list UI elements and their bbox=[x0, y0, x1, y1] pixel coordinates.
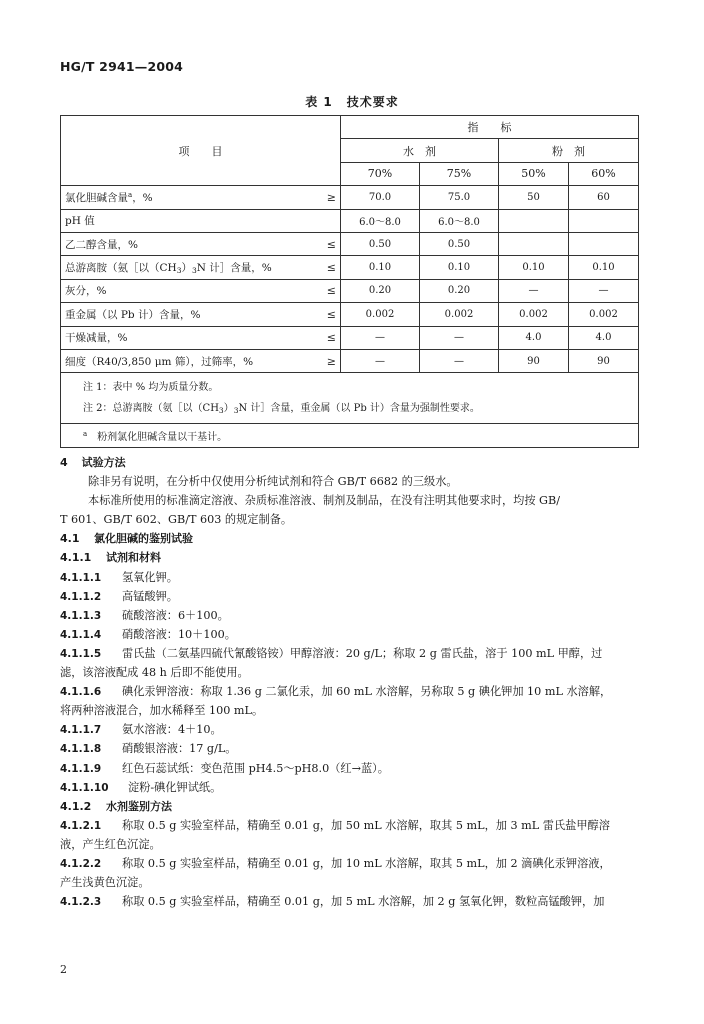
table-notes bbox=[61, 373, 639, 424]
reagent-4-1-1-5-number: 4.1.1.5 bbox=[60, 647, 102, 660]
row-fineness-label-part-0: 细度（R40/3,850 μm 筛），过筛率，% bbox=[65, 355, 254, 368]
header-col-50: 50% bbox=[499, 162, 569, 185]
row-ethylene-glycol-symbol: ≤ bbox=[307, 232, 341, 255]
reagent-4-1-1-10-number: 4.1.1.10 bbox=[60, 781, 109, 794]
row-drying-loss-value-0: — bbox=[341, 326, 420, 349]
header-water-agent: 水 剂 bbox=[341, 139, 499, 162]
row-ash-value-2: — bbox=[499, 279, 569, 302]
row-heavy-metal-value-1: 0.002 bbox=[420, 303, 499, 326]
row-drying-loss-value-3: 4.0 bbox=[569, 326, 639, 349]
reagent-4-1-1-1-text: 氢氧化钾。 bbox=[122, 570, 178, 584]
table-caption-number: 表 1 bbox=[305, 95, 333, 109]
reagent-4-1-1-10-line-0 bbox=[60, 778, 650, 797]
row-ethylene-glycol-value-3 bbox=[569, 232, 639, 255]
table-note-2 bbox=[83, 398, 630, 421]
table-note-2-part-0: 注 2：总游离胺（氨［以（CH bbox=[83, 403, 219, 415]
table-footnote bbox=[61, 424, 639, 447]
reagent-4-1-1-1-number: 4.1.1.1 bbox=[60, 571, 102, 584]
row-ph-value-1: 6.0～8.0 bbox=[420, 209, 499, 232]
row-fineness-value-0: — bbox=[341, 349, 420, 372]
method-4-1-2-3-line-0 bbox=[60, 892, 650, 911]
reagent-4-1-1-8-line-0 bbox=[60, 739, 650, 758]
row-free-amine-symbol: ≤ bbox=[307, 256, 341, 279]
reagent-4-1-1-3-number: 4.1.1.3 bbox=[60, 609, 102, 622]
row-fineness-value-3: 90 bbox=[569, 349, 639, 372]
row-drying-loss-value-1: — bbox=[420, 326, 499, 349]
row-fineness-label bbox=[61, 349, 307, 372]
section-4-1-number: 4.1 bbox=[60, 532, 80, 546]
row-choline-content-label-part-2: ，% bbox=[132, 191, 153, 204]
method-4-1-2-1-number: 4.1.2.1 bbox=[60, 819, 102, 832]
table-note-1: 注 1：表中 % 均为质量分数。 bbox=[83, 382, 219, 394]
reagent-4-1-1-4-number: 4.1.1.4 bbox=[60, 628, 102, 641]
row-choline-content-value-0: 70.0 bbox=[341, 186, 420, 209]
footnote-text: 粉剂氯化胆碱含量以干基计。 bbox=[97, 431, 228, 443]
row-ph-label-part-0: pH 值 bbox=[65, 215, 95, 228]
section-4-1-2-number: 4.1.2 bbox=[60, 799, 92, 813]
row-ethylene-glycol-value-2 bbox=[499, 232, 569, 255]
row-free-amine-label-part-0: 总游离胺（氨［以（CH bbox=[65, 262, 177, 275]
reagent-4-1-1-2-line-0 bbox=[60, 587, 650, 606]
reagent-4-1-1-8-number: 4.1.1.8 bbox=[60, 743, 102, 756]
row-ethylene-glycol-label-part-0: 乙二醇含量，% bbox=[65, 238, 138, 251]
reagent-4-1-1-6-text: 碘化汞钾溶液：称取 1.36 g 二氯化汞，加 60 mL 水溶解，另称取 5 g 碘化钾加 10 mL 水溶解， bbox=[122, 685, 612, 699]
row-ethylene-glycol-label bbox=[61, 232, 307, 255]
table-caption bbox=[0, 93, 704, 110]
section-4-1-1-number: 4.1.1 bbox=[60, 551, 92, 565]
row-free-amine-label-part-1: 3 bbox=[176, 266, 182, 276]
row-ash-label bbox=[61, 279, 307, 302]
table-header-row-1 bbox=[61, 116, 639, 139]
row-ash-symbol: ≤ bbox=[307, 279, 341, 302]
reagent-4-1-1-3-line-0 bbox=[60, 606, 650, 625]
row-free-amine-value-1: 0.10 bbox=[420, 256, 499, 279]
row-free-amine-value-0: 0.10 bbox=[341, 256, 420, 279]
intro-paragraph-1: 除非另有说明，在分析中仅使用分析纯试剂和符合 GB/T 6682 的三级水。 bbox=[88, 475, 458, 489]
footnote-spacer bbox=[87, 432, 97, 443]
row-choline-content bbox=[61, 186, 639, 209]
header-index: 指 标 bbox=[341, 116, 639, 139]
table-note-2-part-3: 3 bbox=[233, 406, 239, 416]
row-ash-value-1: 0.20 bbox=[420, 279, 499, 302]
method-4-1-2-1-line-0 bbox=[60, 816, 650, 835]
row-choline-content-value-3: 60 bbox=[569, 186, 639, 209]
row-drying-loss-label bbox=[61, 326, 307, 349]
footnote-mark: a bbox=[83, 429, 88, 438]
row-ash-value-3: — bbox=[569, 279, 639, 302]
table-footnote-row bbox=[61, 424, 639, 447]
row-fineness-value-1: — bbox=[420, 349, 499, 372]
row-free-amine bbox=[61, 256, 639, 279]
method-4-1-2-1-line-1: 液，产生红色沉淀。 bbox=[60, 837, 161, 851]
method-4-1-2-2-line-1: 产生浅黄色沉淀。 bbox=[60, 876, 150, 890]
row-ash-value-0: 0.20 bbox=[341, 279, 420, 302]
row-ph-value-2 bbox=[499, 209, 569, 232]
reagent-4-1-1-6-number: 4.1.1.6 bbox=[60, 686, 102, 699]
row-choline-content-value-2: 50 bbox=[499, 186, 569, 209]
reagent-4-1-1-5-line-0 bbox=[60, 644, 650, 663]
row-choline-content-symbol: ≥ bbox=[307, 186, 341, 209]
row-drying-loss-value-2: 4.0 bbox=[499, 326, 569, 349]
reagent-4-1-1-9-line-0 bbox=[60, 759, 650, 778]
page-number: 2 bbox=[60, 963, 67, 976]
header-col-75: 75% bbox=[420, 162, 499, 185]
section-4-1-2-heading bbox=[60, 797, 650, 816]
section-4-1-title: 氯化胆碱的鉴别试验 bbox=[94, 532, 193, 546]
row-choline-content-label-part-0: 氯化胆碱含量 bbox=[65, 191, 128, 204]
row-choline-content-label-part-1: a bbox=[128, 190, 133, 199]
row-free-amine-label-part-4: N 计］含量，% bbox=[196, 262, 272, 275]
row-drying-loss bbox=[61, 326, 639, 349]
section-4-1-1-title: 试剂和材料 bbox=[106, 551, 161, 565]
table-note-2-part-4: N 计］含量，重金属（以 Pb 计）含量为强制性要求。 bbox=[238, 403, 480, 415]
row-heavy-metal-label-part-0: 重金属（以 Pb 计）含量，% bbox=[65, 308, 201, 321]
row-heavy-metal-value-3: 0.002 bbox=[569, 303, 639, 326]
row-choline-content-value-1: 75.0 bbox=[420, 186, 499, 209]
reagent-4-1-1-2-text: 高锰酸钾。 bbox=[122, 589, 178, 603]
row-ph-symbol bbox=[307, 209, 341, 232]
header-col-60: 60% bbox=[569, 162, 639, 185]
row-ph-label bbox=[61, 209, 307, 232]
row-ash bbox=[61, 279, 639, 302]
reagent-4-1-1-6-line-0 bbox=[60, 682, 650, 701]
reagent-4-1-1-9-text: 红色石蕊试纸：变色范围 pH4.5～pH8.0（红→蓝）。 bbox=[122, 761, 389, 775]
intro-paragraph-2-line-1: 本标准所使用的标准滴定溶液、杂质标准溶液、制剂及制品，在没有注明其他要求时，均按 GB/ bbox=[88, 494, 560, 508]
row-free-amine-value-2: 0.10 bbox=[499, 256, 569, 279]
reagent-4-1-1-5-line-1: 滤，该溶液配成 48 h 后即不能使用。 bbox=[60, 666, 249, 680]
row-free-amine-value-3: 0.10 bbox=[569, 256, 639, 279]
row-ethylene-glycol-value-0: 0.50 bbox=[341, 232, 420, 255]
row-ph-value-0: 6.0～8.0 bbox=[341, 209, 420, 232]
section-4-1-heading bbox=[60, 529, 650, 548]
row-heavy-metal bbox=[61, 303, 639, 326]
intro-paragraph-2-line-2: T 601、GB/T 602、GB/T 603 的规定制备。 bbox=[60, 513, 293, 527]
reagent-4-1-1-7-text: 氨水溶液：4＋10。 bbox=[122, 723, 222, 737]
reagent-4-1-1-7-number: 4.1.1.7 bbox=[60, 724, 102, 737]
section-4-number: 4 bbox=[60, 456, 68, 469]
row-drying-loss-symbol: ≤ bbox=[307, 326, 341, 349]
method-4-1-2-3-text: 称取 0.5 g 实验室样品，精确至 0.01 g，加 5 mL 水溶解，加 2 g 氢氧化钾，数粒高锰酸钾，加 bbox=[122, 895, 605, 909]
row-fineness-value-2: 90 bbox=[499, 349, 569, 372]
table-note-2-part-2: ） bbox=[223, 403, 234, 415]
row-free-amine-label bbox=[61, 256, 307, 279]
row-choline-content-label bbox=[61, 186, 307, 209]
row-fineness bbox=[61, 349, 639, 372]
method-4-1-2-2-number: 4.1.2.2 bbox=[60, 857, 102, 870]
method-list bbox=[60, 816, 650, 911]
row-heavy-metal-value-2: 0.002 bbox=[499, 303, 569, 326]
reagent-4-1-1-2-number: 4.1.1.2 bbox=[60, 590, 102, 603]
reagent-4-1-1-3-text: 硫酸溶液：6＋100。 bbox=[122, 608, 229, 622]
reagent-list bbox=[60, 568, 650, 797]
row-ethylene-glycol-value-1: 0.50 bbox=[420, 232, 499, 255]
reagent-4-1-1-1-line-0 bbox=[60, 568, 650, 587]
table-caption-title: 技术要求 bbox=[346, 95, 399, 109]
row-fineness-symbol: ≥ bbox=[307, 349, 341, 372]
section-4-1-1-heading bbox=[60, 548, 650, 567]
row-ethylene-glycol bbox=[61, 232, 639, 255]
reagent-4-1-1-4-line-0 bbox=[60, 625, 650, 644]
row-heavy-metal-label bbox=[61, 303, 307, 326]
reagent-4-1-1-10-text: 淀粉-碘化钾试纸。 bbox=[128, 780, 222, 794]
header-item: 项 目 bbox=[61, 116, 341, 186]
row-free-amine-label-part-3: 3 bbox=[191, 266, 197, 276]
header-col-70: 70% bbox=[341, 162, 420, 185]
section-4-heading bbox=[60, 453, 650, 472]
method-4-1-2-1-text: 称取 0.5 g 实验室样品，精确至 0.01 g，加 50 mL 水溶解，取其 5 mL，加 3 mL 雷氏盐甲醇溶 bbox=[122, 818, 610, 832]
technical-requirements-table bbox=[60, 115, 639, 448]
method-4-1-2-2-line-0 bbox=[60, 854, 650, 873]
row-ash-label-part-0: 灰分，% bbox=[65, 285, 107, 298]
row-free-amine-label-part-2: ） bbox=[181, 262, 192, 275]
row-heavy-metal-value-0: 0.002 bbox=[341, 303, 420, 326]
reagent-4-1-1-7-line-0 bbox=[60, 720, 650, 739]
reagent-4-1-1-4-text: 硝酸溶液：10＋100。 bbox=[122, 627, 236, 641]
reagent-4-1-1-8-text: 硝酸银溶液：17 g/L。 bbox=[122, 742, 237, 756]
section-4-title: 试验方法 bbox=[81, 456, 126, 469]
method-4-1-2-3-number: 4.1.2.3 bbox=[60, 896, 102, 909]
row-ph bbox=[61, 209, 639, 232]
row-heavy-metal-symbol: ≤ bbox=[307, 303, 341, 326]
section-4-1-2-title: 水剂鉴别方法 bbox=[106, 799, 172, 813]
row-ph-value-3 bbox=[569, 209, 639, 232]
reagent-4-1-1-9-number: 4.1.1.9 bbox=[60, 762, 102, 775]
standard-number: HG/T 2941—2004 bbox=[60, 59, 184, 74]
header-powder-agent: 粉 剂 bbox=[499, 139, 639, 162]
table-notes-row bbox=[61, 373, 639, 424]
reagent-4-1-1-6-line-1: 将两种溶液混合，加水稀释至 100 mL。 bbox=[60, 704, 264, 718]
method-4-1-2-2-text: 称取 0.5 g 实验室样品，精确至 0.01 g，加 10 mL 水溶解，取其 5 mL，加 2 滴碘化汞钾溶液， bbox=[122, 856, 611, 870]
section-4 bbox=[60, 453, 650, 911]
row-drying-loss-label-part-0: 干燥减量，% bbox=[65, 332, 128, 345]
reagent-4-1-1-5-text: 雷氏盐（二氨基四硫代氰酸铬铵）甲醇溶液：20 g/L；称取 2 g 雷氏盐，溶于 100 mL 甲醇，过 bbox=[122, 646, 603, 660]
table-note-2-part-1: 3 bbox=[218, 406, 224, 416]
